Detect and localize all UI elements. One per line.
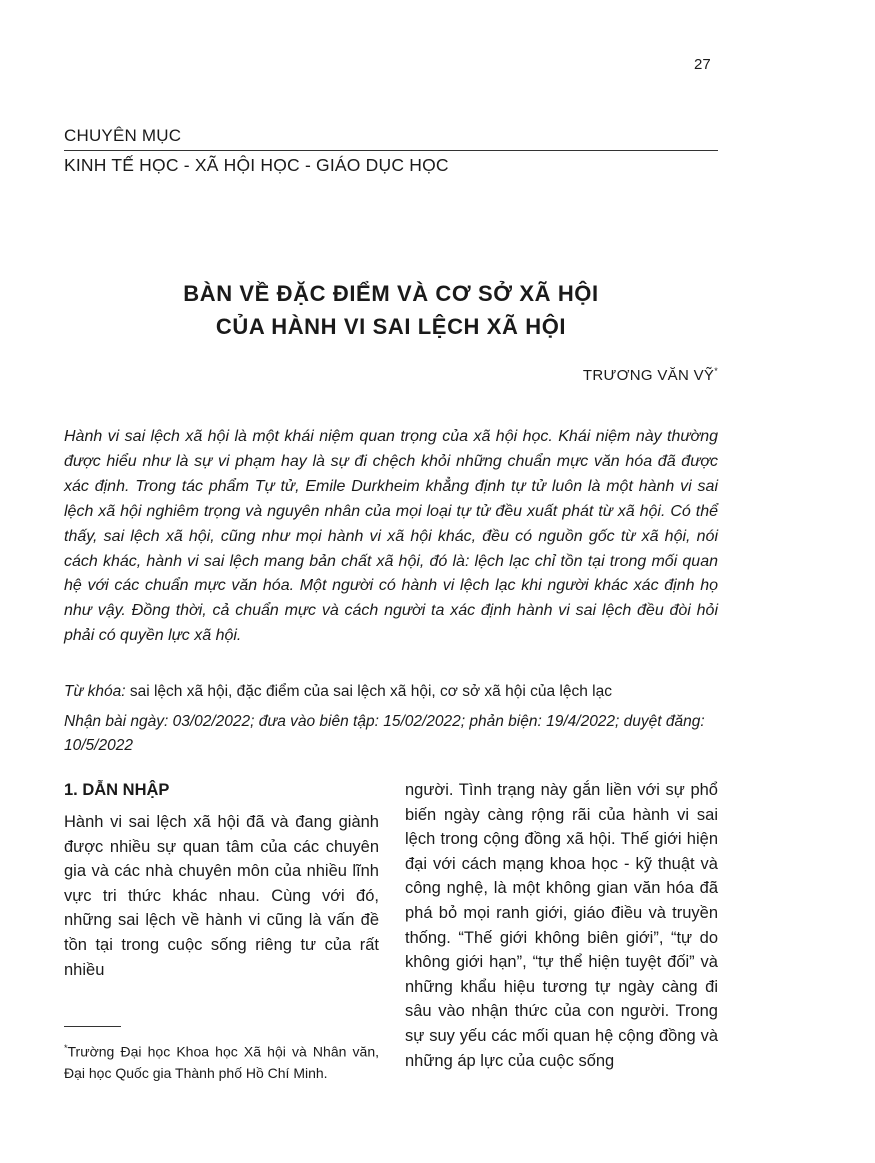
keywords-list: sai lệch xã hội, đặc điểm của sai lệch xã hội, cơ sở xã hội của lệch lạc: [129, 683, 612, 700]
body-column-right: người. Tình trạng này gắn liền với sự phổ biến ngày càng rộng rãi của hành vi sai lệch trong cộng đồng xã hội. Thế giới hiện đại với cách mạng khoa học - kỹ thuật và công nghệ, là một không gian văn hóa đã phá bỏ mọi ranh giới, giáo điều và truyền thống. “Thế giới không biên giới”, “tự do không giới hạn”, “tự thể hiện tuyệt đối” và những khẩu hiệu tương tự ngày càng đi sâu vào nhận thức của con người. Trong sự suy yếu các mối quan hệ cộng đồng và những áp lực của cuộc sống: [405, 781, 718, 1070]
abstract: Hành vi sai lệch xã hội là một khái niệm quan trọng của xã hội học. Khái niệm này thường được hiểu như là sự vi phạm hay là sự đi chệch khỏi những chuẩn mực văn hóa đã được xác định. Trong tác phẩm Tự tử, Emile Durkheim khẳng định tự tử luôn là một hành vi sai lệch xã hội nghiêm trọng và nguyên nhân của mọi loại tự tử đều xuất phát từ xã hội. Có thể thấy, sai lệch xã hội, cũng như mọi hành vi xã hội khác, đều có nguồn gốc từ xã hội, nói cách khác, hành vi sai lệch mang bản chất xã hội, đó là: lệch lạc chỉ tồn tại trong mối quan hệ với các chuẩn mực văn hóa. Một người có hành vi lệch lạc khi người khác xác định họ như vậy. Đồng thời, cả chuẩn mực và cách người ta xác định hành vi sai lệch đều đòi hỏi phải có quyền lực xã hội.: [64, 428, 718, 645]
keywords-label: Từ khóa:: [64, 683, 126, 700]
keywords: [64, 683, 718, 701]
author: [583, 366, 718, 384]
footnote-text: Trường Đại học Khoa học Xã hội và Nhân văn, Đại học Quốc gia Thành phố Hồ Chí Minh.: [64, 1043, 379, 1082]
section-heading: 1. DẪN NHẬP: [64, 781, 170, 799]
article-title-line-2: CỦA HÀNH VI SAI LỆCH XÃ HỘI: [215, 314, 567, 339]
article-title-line-1: BÀN VỀ ĐẶC ĐIỂM VÀ CƠ SỞ XÃ HỘI: [183, 281, 599, 306]
body-column-left: Hành vi sai lệch xã hội đã và đang giành được nhiều sự quan tâm của các chuyên gia và các nhà chuyên môn của nhiều lĩnh vực tri thức khác nhau. Cùng với đó, những sai lệch về hành vi cũng là vấn đề tồn tại trong cuộc sống riêng tư của rất nhiều: [64, 813, 379, 979]
footnote: [64, 1038, 379, 1085]
author-name: TRƯƠNG VĂN VỸ: [582, 367, 715, 384]
footnote-mark: *: [64, 1043, 68, 1053]
section-name: KINH TẾ HỌC - XÃ HỘI HỌC - GIÁO DỤC HỌC: [64, 155, 449, 175]
section-label: CHUYÊN MỤC: [64, 126, 182, 145]
header-divider: [64, 150, 718, 151]
author-footnote-mark: *: [714, 366, 718, 376]
submission-dates: Nhận bài ngày: 03/02/2022; đưa vào biên tập: 15/02/2022; phản biện: 19/4/2022; duyệt đăng: 10/5/2022: [64, 713, 705, 754]
footnote-divider: [64, 1026, 121, 1027]
page-number: 27: [694, 56, 711, 73]
